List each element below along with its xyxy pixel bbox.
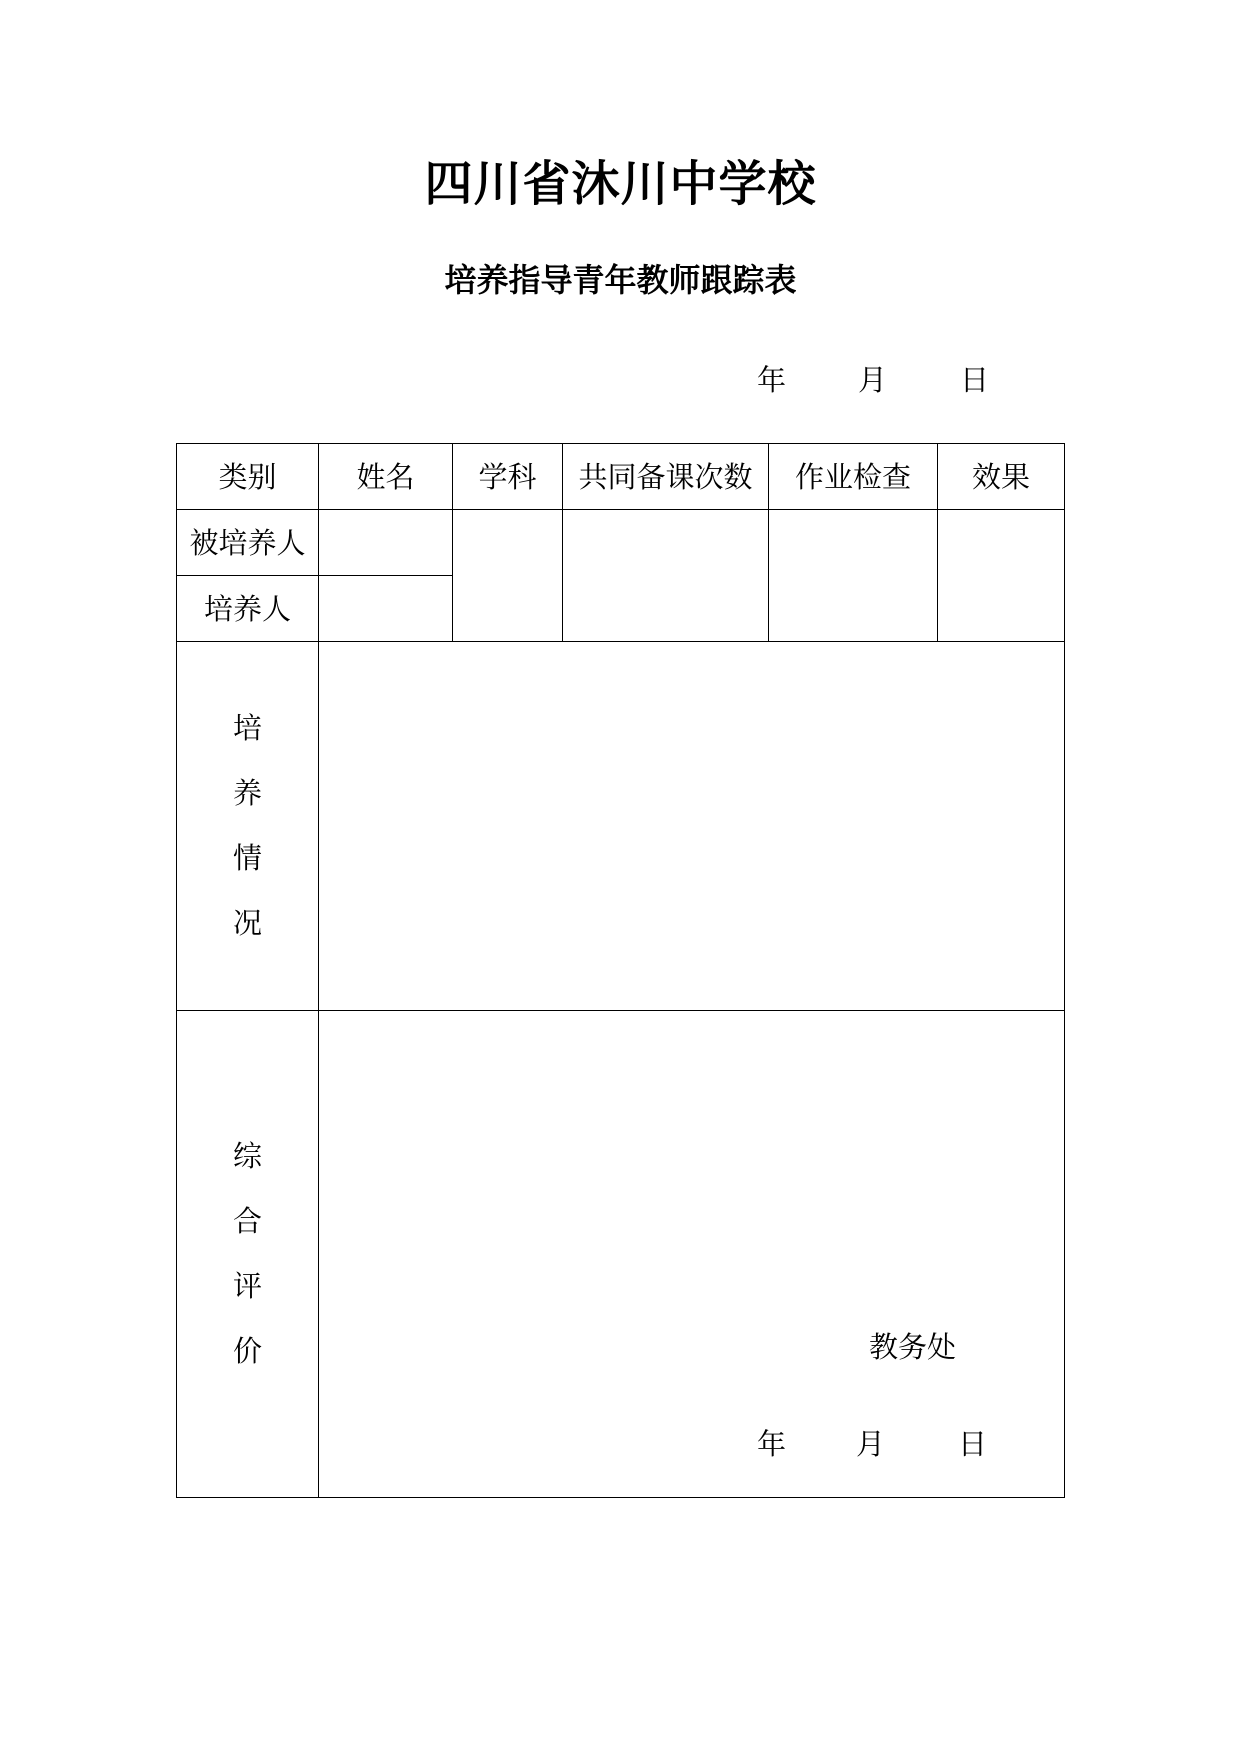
review-field[interactable] bbox=[319, 1011, 1065, 1498]
review-char: 合 bbox=[232, 1204, 262, 1238]
header-lesson-prep-count: 共同备课次数 bbox=[563, 444, 769, 510]
review-char: 综 bbox=[232, 1139, 262, 1173]
review-label bbox=[177, 1011, 319, 1498]
review-signature: 教务处 bbox=[869, 1330, 957, 1364]
trainee-name-field[interactable] bbox=[319, 510, 453, 576]
header-effect: 效果 bbox=[938, 444, 1065, 510]
training-status-char: 养 bbox=[232, 776, 262, 810]
review-date bbox=[319, 1424, 1064, 1464]
homework-check-field[interactable] bbox=[769, 510, 938, 642]
training-status-label bbox=[177, 642, 319, 1011]
table-header-row bbox=[177, 444, 1065, 510]
trainer-label: 培养人 bbox=[177, 576, 319, 642]
training-status-field[interactable] bbox=[319, 642, 1065, 1011]
training-status-char: 况 bbox=[232, 906, 262, 940]
trainer-name-field[interactable] bbox=[319, 576, 453, 642]
review-char: 价 bbox=[232, 1334, 262, 1368]
effect-field[interactable] bbox=[938, 510, 1065, 642]
school-name: 四川省沐川中学校 bbox=[424, 156, 817, 212]
subject-field[interactable] bbox=[453, 510, 563, 642]
review-date-year: 年 bbox=[757, 1427, 787, 1461]
trainee-label: 被培养人 bbox=[177, 510, 319, 576]
table-row-review bbox=[177, 1011, 1065, 1498]
lesson-prep-count-field[interactable] bbox=[563, 510, 769, 642]
header-subject: 学科 bbox=[453, 444, 563, 510]
table-row-trainee bbox=[177, 510, 1065, 576]
header-homework-check: 作业检查 bbox=[769, 444, 938, 510]
header-name: 姓名 bbox=[319, 444, 453, 510]
form-title: 培养指导青年教师跟踪表 bbox=[444, 261, 797, 299]
table-row-training-status bbox=[177, 642, 1065, 1011]
review-char: 评 bbox=[232, 1269, 262, 1303]
review-date-month: 月 bbox=[856, 1427, 886, 1461]
header-date-year: 年 bbox=[757, 363, 787, 397]
review-date-day: 日 bbox=[958, 1427, 988, 1461]
header-category: 类别 bbox=[177, 444, 319, 510]
header-date-day: 日 bbox=[960, 363, 990, 397]
tracking-table bbox=[176, 443, 1065, 1498]
training-status-char: 培 bbox=[232, 711, 262, 745]
header-date bbox=[0, 360, 1241, 400]
training-status-char: 情 bbox=[232, 841, 262, 875]
header-date-month: 月 bbox=[858, 363, 888, 397]
